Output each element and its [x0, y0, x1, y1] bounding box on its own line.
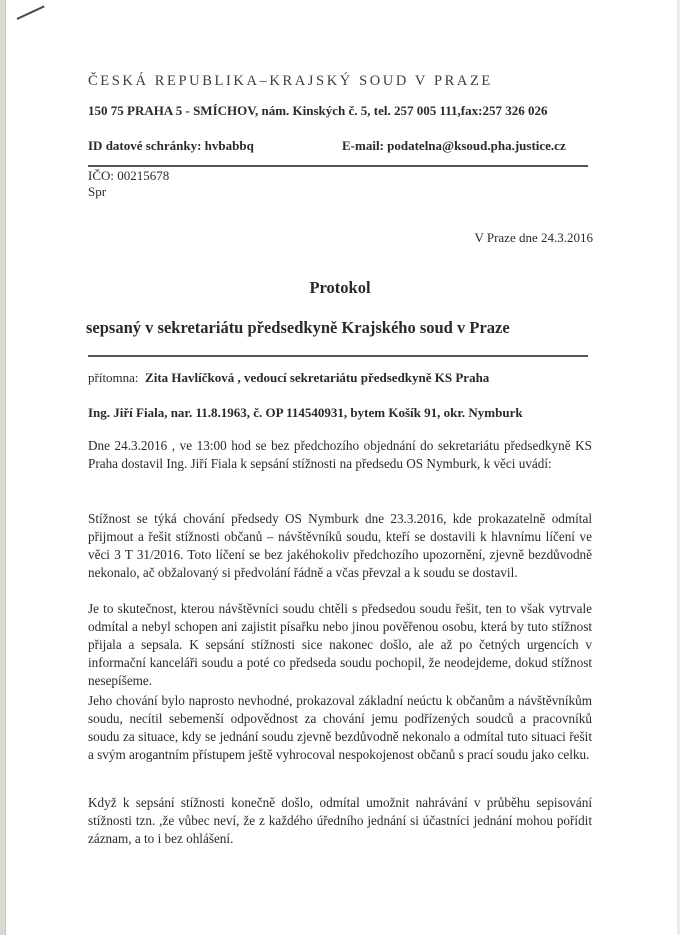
- subtitle-divider: [88, 355, 588, 357]
- complainant-line: Ing. Jiří Fiala, nar. 11.8.1963, č. OP 114540931, bytem Košík 91, okr. Nymburk: [88, 405, 523, 420]
- date-line: V Praze dne 24.3.2016: [474, 230, 593, 245]
- letterhead-divider: [88, 165, 588, 167]
- pen-mark: [17, 5, 45, 19]
- paragraph-recording: Když k sepsání stížnosti konečně došlo, odmítal umožnit nahrávání v průběhu sepisování stížnosti tzn. ,že vůbec neví, že z každého úředního jednání si účastníci jednání mohou pořídit záznam, a to i bez ohlášení.: [88, 795, 592, 846]
- scan-edge-left: [0, 0, 6, 935]
- present-value: Zita Havlíčková , vedoucí sekretariátu předsedkyně KS Praha: [145, 370, 490, 385]
- present-label: přítomna:: [88, 370, 139, 385]
- paragraph-complaint: Stížnost se týká chování předsedy OS Nymburk dne 23.3.2016, kde prokazatelně odmítal přijmout a řešit stížnosti občanů – návštěvníků soudu, kteří se dostavili k hlavnímu líčení ve věci 3 T 31/2016. Toto líčení se bez jakéhokoliv předchozího upozornění, zjevně bezdůvodně nekonalo, ač obžalovaný si předvolání řádně a včas převzal a k soudu se dostavil.: [88, 511, 592, 580]
- letterhead-databox-id: ID datové schránky: hvbabbq: [88, 138, 254, 153]
- letterhead-title: ČESKÁ REPUBLIKA–KRAJSKÝ SOUD V PRAZE: [88, 73, 493, 89]
- paragraph-intro: Dne 24.3.2016 , ve 13:00 hod se bez předchozího objednání do sekretariátu předsedkyně KS Praha dostavil Ing. Jiří Fiala k sepsání stížnosti na předsedu OS Nymburk, k věci uvádí:: [88, 438, 592, 471]
- document-title: Protokol: [309, 278, 371, 297]
- reference-code: Spr: [88, 184, 107, 199]
- paragraph-conduct: Jeho chování bylo naprosto nevhodné, prokazoval základní neúctu k občanům a návštěvníkům soudu, necítil sebemenší odpovědnost za chování jemu podřízených soudců a pracovníků soudu za situace, kdy se jednání soudu zjevně bezdůvodně nekonalo a odmítal tuto situaci řešit a svým arogantním přístupem ještě vyhrocoval nespokojenost občanů s prací soudu jako celku.: [88, 693, 592, 762]
- letterhead-address: 150 75 PRAHA 5 - SMÍCHOV, nám. Kinských č. 5, tel. 257 005 111,fax:257 326 026: [88, 103, 548, 118]
- letterhead-email: E-mail: podatelna@ksoud.pha.justice.cz: [342, 138, 566, 153]
- paragraph-facts: Je to skutečnost, kterou návštěvníci soudu chtěli s předsedou soudu řešit, ten to však vytrvale odmítal a nebyl schopen ani zajistit písařku nebo jinou pověřenou osobu, která by tuto stížnost přijala a sepsala. K sepsání stížnosti sice nakonec došlo, ale až po četných urgencích v informační kanceláři soudu a poté co předseda soudu pochopil, že neodejdeme, dokud stížnost nesepíšeme.: [88, 601, 592, 688]
- letterhead-ico: IČO: 00215678: [88, 168, 170, 183]
- present-line: [88, 370, 489, 386]
- document-subtitle: sepsaný v sekretariátu předsedkyně Krajského soud v Praze: [86, 318, 510, 337]
